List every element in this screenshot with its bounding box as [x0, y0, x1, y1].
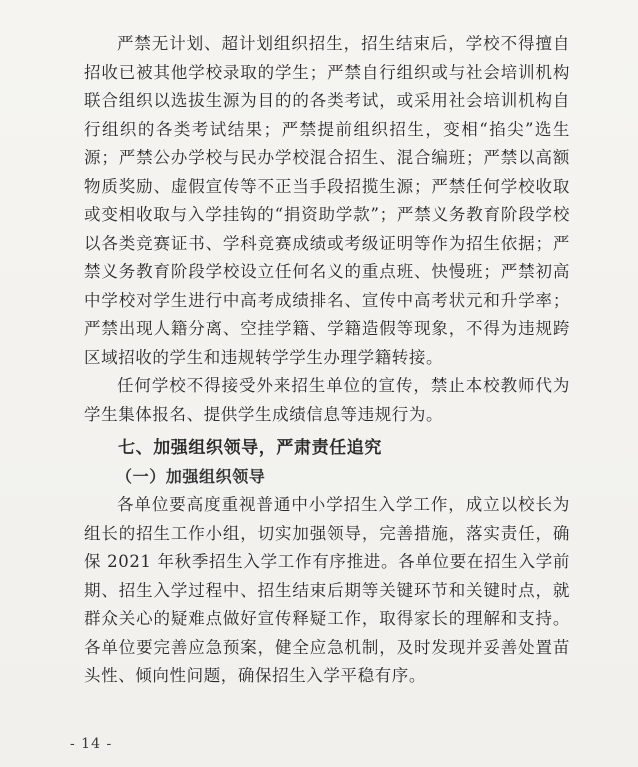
page-number: - 14 - — [70, 736, 113, 752]
section-heading: 七、加强组织领导，严肃责任追究 — [118, 438, 382, 458]
subsection-heading: （一）加强组织领导 — [116, 467, 266, 486]
paragraph-prohibitions: 严禁无计划、超计划组织招生，招生结束后，学校不得擅自招收已被其他学校录取的学生；严禁自行组织或与社会培训机构联合组织以选拔生源为目的的各类考试，或采用社会培训机构自行组织的各类考试结果；严禁提前组织招生，变相“掐尖”选生源；严禁公办学校与民办学校混合招生、混合编班；严禁以高额物质奖励、虚假宣传等不正当手段招揽生源；严禁任何学校收取或变相收取与入学挂钩的“捐资助学款”；严禁义务教育阶段学校以各类竞赛证书、学科竞赛成绩或考级证明等作为招生依据；严禁义务教育阶段学校设立任何名义的重点班、快慢班；严禁初高中学校对学生进行中高考成绩排名、宣传中高考状元和升学率；严禁出现人籍分离、空挂学籍、学籍造假等现象，不得为违规跨区域招收的学生和违规转学学生办理学籍转接。 — [84, 34, 570, 367]
paragraph-no-external-promotion: 任何学校不得接受外来招生单位的宣传，禁止本校教师代为学生集体报名、提供学生成绩信息等违规行为。 — [84, 376, 570, 424]
document-body — [84, 30, 570, 691]
paragraph-organization-leadership: 各单位要高度重视普通中小学招生入学工作，成立以校长为组长的招生工作小组，切实加强领导，完善措施，落实责任，确保 2021 年秋季招生入学工作有序推进。各单位要在招生入学前期、招生入学过程中、招生结束后期等关键环节和关键时点，就群众关心的疑难点做好宣传释疑工作，取得家长的理解和支持。各单位要完善应急预案，健全应急机制，及时发现并妥善处置苗头性、倾向性问题，确保招生入学平稳有序。 — [84, 495, 570, 685]
